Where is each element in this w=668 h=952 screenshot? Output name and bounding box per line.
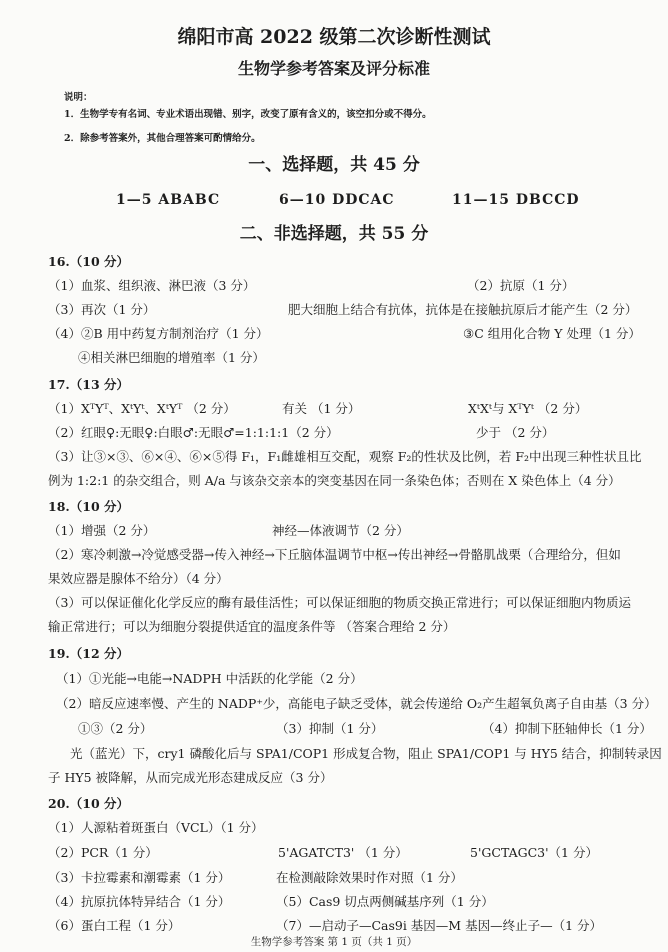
q20-answer-3b: 在检测敲除效果时作对照（1 分） xyxy=(276,870,463,885)
q18-answer-2: （2）寒冷刺激→冷觉感受器→传入神经→下丘脑体温调节中枢→传出神经→骨骼肌战栗（合理给分，但如 xyxy=(48,547,621,562)
q19-answer-4: （4）抑制下胚轴伸长（1 分） xyxy=(482,721,652,736)
part1-heading: 一、选择题，共 45 分 xyxy=(248,155,420,175)
q16-answer-4b: ③C 组用化合物 Y 处理（1 分） xyxy=(463,326,641,341)
q20-answer-4: （4）抗原抗体特异结合（1 分） xyxy=(48,894,231,909)
q20-answer-5: （5）Cas9 切点两侧碱基序列（1 分） xyxy=(276,894,494,909)
q20-answer-1: （1）人源粘着斑蛋白（VCL）（1 分） xyxy=(48,820,264,835)
q18-answer-2-cont: 果效应器是腺体不给分）（4 分） xyxy=(48,571,229,586)
q17-answer-2a: （2）红眼♀:无眼♀:白眼♂:无眼♂=1:1:1:1（2 分） xyxy=(48,425,339,440)
q18-answer-1a: （1）增强（2 分） xyxy=(48,523,156,538)
q18-answer-1b: 神经—体液调节（2 分） xyxy=(272,523,409,538)
q17-answer-3-cont: 例为 1:2:1 的杂交组合，则 A/a 与该杂交亲本的突变基因在同一条染色体；否则在 X 染色体上（4 分） xyxy=(48,473,621,488)
q17-answer-2b: 少于 （2 分） xyxy=(476,425,555,440)
q19-answer-2b: ①③（2 分） xyxy=(78,721,153,736)
q16-heading: 16.（10 分） xyxy=(48,254,129,269)
q19-answer-2: （2）暗反应速率慢、产生的 NADP⁺少，高能电子缺乏受体，就会传递给 O₂产生超氧负离子自由基（3 分） xyxy=(56,696,657,711)
q17-answer-3: （3）让③×③、⑥×④、⑥×⑤得 F₁，F₁雌雄相互交配，观察 F₂的性状及比例，若 F₂中出现三种性状且比 xyxy=(48,449,642,464)
page-footer: 生物学参考答案 第 1 页（共 1 页） xyxy=(250,936,418,948)
notes-heading: 说明： xyxy=(64,92,93,103)
part2-heading: 二、非选择题，共 55 分 xyxy=(239,224,429,244)
q18-answer-3: （3）可以保证催化化学反应的酶有最佳活性；可以保证细胞的物质交换正常进行；可以保证细胞内物质运 xyxy=(48,595,631,610)
mc-answers-1-5: 1—5 ABABC xyxy=(116,192,221,208)
q16-answer-2: （2）抗原（1 分） xyxy=(467,278,575,293)
q17-answer-1c: XᵗXᵗ与 XᵀYᵗ （2 分） xyxy=(468,401,588,416)
q16-answer-4a: （4）②B 用中药复方制剂治疗（1 分） xyxy=(48,326,269,341)
mc-answers-11-15: 11—15 DBCCD xyxy=(452,192,580,208)
q17-heading: 17.（13 分） xyxy=(48,377,129,392)
q19-answer-1: （1）①光能→电能→NADPH 中活跃的化学能（2 分） xyxy=(56,671,363,686)
q20-answer-2b: 5'AGATCT3' （1 分） xyxy=(278,845,408,860)
q16-answer-1: （1）血浆、组织液、淋巴液（3 分） xyxy=(48,278,256,293)
q16-answer-4c: ④相关淋巴细胞的增殖率（1 分） xyxy=(78,350,265,365)
q19-heading: 19.（12 分） xyxy=(48,646,129,661)
q18-answer-3-cont: 输正常进行；可以为细胞分裂提供适宜的温度条件等 （答案合理给 2 分） xyxy=(48,619,456,634)
q18-heading: 18.（10 分） xyxy=(48,499,129,514)
q20-answer-6: （6）蛋白工程（1 分） xyxy=(48,918,181,933)
q16-answer-3a: （3）再次（1 分） xyxy=(48,302,156,317)
q16-answer-3b: 肥大细胞上结合有抗体，抗体是在接触抗原后才能产生（2 分） xyxy=(288,302,638,317)
q19-answer-3: （3）抑制（1 分） xyxy=(276,721,384,736)
q20-answer-7: （7）—启动子—Cas9i 基因—M 基因—终止子—（1 分） xyxy=(276,918,603,933)
document-subtitle: 生物学参考答案及评分标准 xyxy=(237,59,430,78)
document-title: 绵阳市高 2022 级第二次诊断性测试 xyxy=(177,26,491,48)
q20-heading: 20.（10 分） xyxy=(48,796,129,811)
q20-answer-2c: 5'GCTAGC3'（1 分） xyxy=(470,845,598,860)
q17-answer-1b: 有关 （1 分） xyxy=(282,401,361,416)
note-item-2: 2．除参考答案外，其他合理答案可酌情给分。 xyxy=(64,133,261,144)
q20-answer-2a: （2）PCR（1 分） xyxy=(48,845,158,860)
q17-answer-1a: （1）XᵀYᵀ、XᵗYᵗ、XᵗYᵀ （2 分） xyxy=(48,401,236,416)
q19-answer-5-cont: 子 HY5 被降解，从而完成光形态建成反应（3 分） xyxy=(48,770,333,785)
note-item-1: 1．生物学专有名词、专业术语出现错、别字，改变了原有含义的，该空扣分或不得分。 xyxy=(64,109,432,120)
mc-answers-6-10: 6—10 DDCAC xyxy=(279,192,395,208)
q19-answer-5: 光（蓝光）下，cry1 磷酸化后与 SPA1/COP1 形成复合物，阻止 SPA1/COP1 与 HY5 结合，抑制转录因 xyxy=(70,746,662,761)
q20-answer-3a: （3）卡拉霉素和潮霉素（1 分） xyxy=(48,870,231,885)
